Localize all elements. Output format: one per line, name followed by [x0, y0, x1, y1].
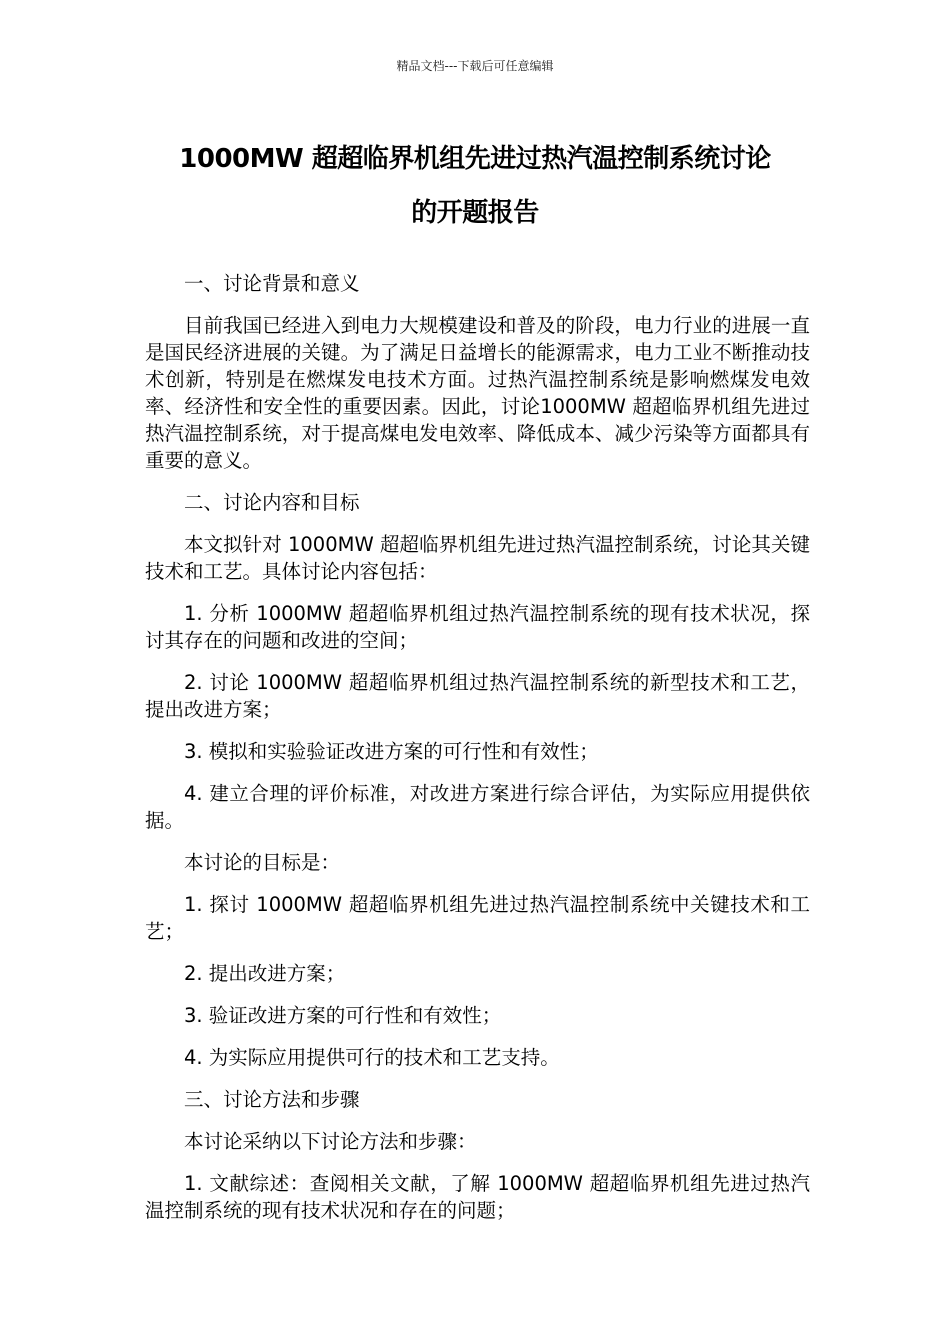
section-heading-background: 一、讨论背景和意义: [184, 272, 360, 295]
title-line-2: 的开题报告: [411, 198, 539, 228]
document-body: [145, 270, 810, 1239]
section-heading-methods: 三、讨论方法和步骤: [184, 1088, 360, 1111]
list-item-content-3: 3. 模拟和实验验证改进方案的可行性和有效性；: [184, 740, 599, 763]
section-heading-content-goals: 二、讨论内容和目标: [184, 491, 360, 514]
page-header-note: 精品文档---下载后可任意编辑: [396, 59, 554, 73]
title-line-1: 1000MW 超超临界机组先进过热汽温控制系统讨论: [179, 144, 771, 174]
paragraph-background: 目前我国已经进入到电力大规模建设和普及的阶段，电力行业的进展一直是国民经济进展的关键。为了满足日益增长的能源需求，电力工业不断推动技术创新，特别是在燃煤发电技术方面。过热汽温控制系统是影响燃煤发电效率、经济性和安全性的重要因素。因此，讨论1000MW 超超临界机组先进过热汽温控制系统，对于提高煤电发电效率、降低成本、减少污染等方面都具有重要的意义。: [145, 314, 810, 472]
paragraph-goals-intro: 本讨论的目标是：: [184, 851, 341, 874]
list-item-goal-1: 1. 探讨 1000MW 超超临界机组先进过热汽温控制系统中关键技术和工艺；: [145, 893, 810, 943]
list-item-method-1: 1. 文献综述：查阅相关文献，了解 1000MW 超超临界机组先进过热汽温控制系统的现有技术状况和存在的问题；: [145, 1172, 810, 1222]
document-title: [120, 132, 830, 240]
list-item-content-2: 2. 讨论 1000MW 超超临界机组过热汽温控制系统的新型技术和工艺，提出改进方案；: [145, 671, 810, 721]
list-item-content-4: 4. 建立合理的评价标准，对改进方案进行综合评估，为实际应用提供依据。: [145, 782, 810, 832]
paragraph-methods-intro: 本讨论采纳以下讨论方法和步骤：: [184, 1130, 477, 1153]
paragraph-content-intro: 本文拟针对 1000MW 超超临界机组先进过热汽温控制系统，讨论其关键技术和工艺。具体讨论内容包括：: [145, 533, 810, 583]
list-item-goal-4: 4. 为实际应用提供可行的技术和工艺支持。: [184, 1046, 560, 1069]
list-item-content-1: 1. 分析 1000MW 超超临界机组过热汽温控制系统的现有技术状况，探讨其存在的问题和改进的空间；: [145, 602, 810, 652]
list-item-goal-2: 2. 提出改进方案；: [184, 962, 346, 985]
list-item-goal-3: 3. 验证改进方案的可行性和有效性；: [184, 1004, 502, 1027]
